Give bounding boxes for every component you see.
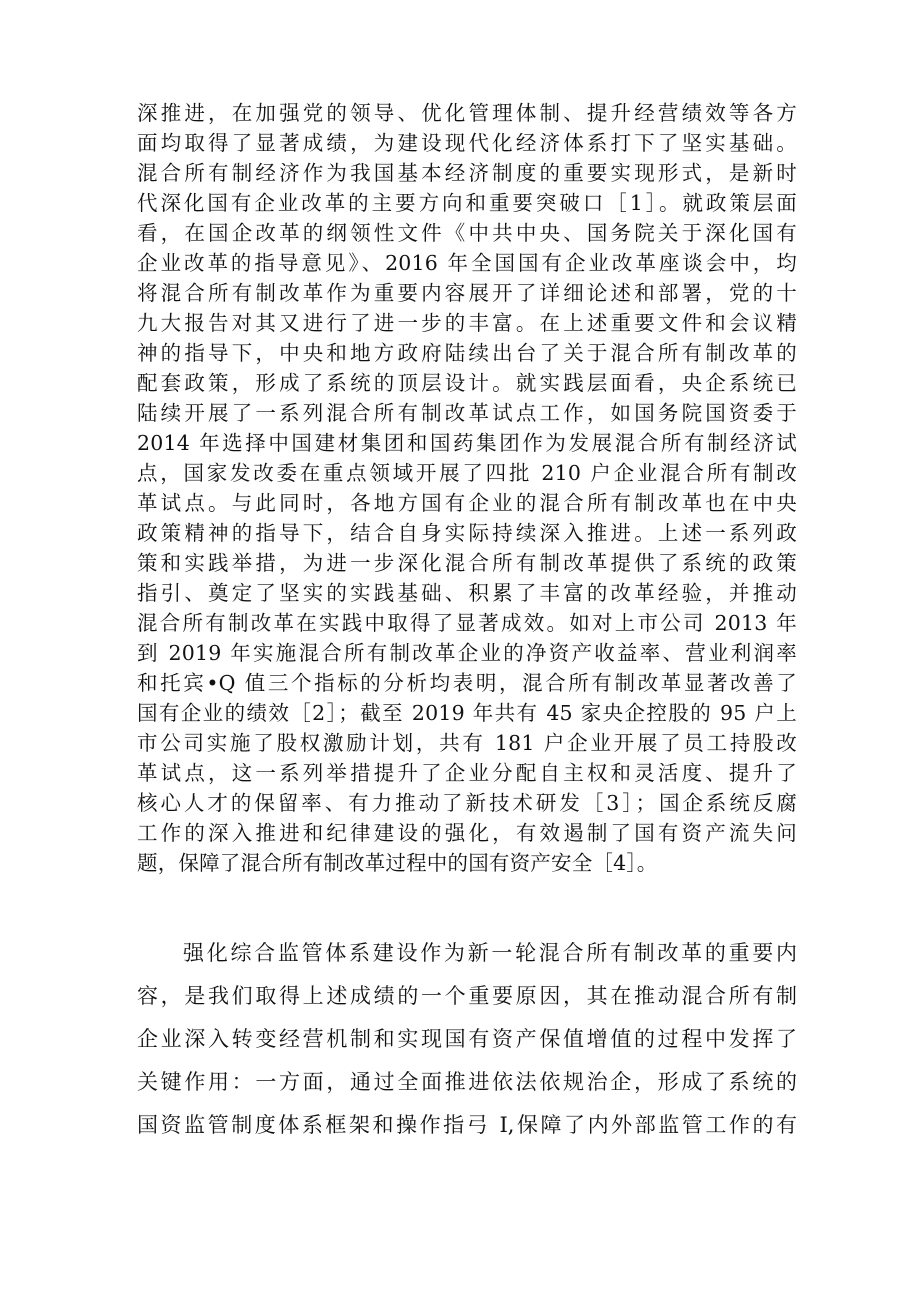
text-line: 容，是我们取得上述成绩的一个重要原因，其在推动混合所有制 — [137, 984, 797, 1008]
text-line: 混合所有制改革在实践中取得了显著成效。如对上市公司 2013 年 — [137, 611, 797, 635]
paragraph-2 — [137, 932, 797, 1147]
text-line: 市公司实施了股权激励计划，共有 181 户企业开展了员工持股改 — [137, 731, 797, 755]
text-line: 神的指导下，中央和地方政府陆续出台了关于混合所有制改革的 — [137, 341, 797, 365]
text-line: 企业改革的指导意见》、2016 年全国国有企业改革座谈会中，均 — [137, 251, 797, 275]
text-line: 点，国家发改委在重点领域开展了四批 210 户企业混合所有制改 — [137, 461, 797, 485]
text-line: 工作的深入推进和纪律建设的强化，有效遏制了国有资产流失问 — [137, 821, 797, 845]
text-line: 将混合所有制改革作为重要内容展开了详细论述和部署，党的十 — [137, 281, 797, 305]
text-line: 配套政策，形成了系统的顶层设计。就实践层面看，央企系统已 — [137, 371, 797, 395]
text-line: 革试点，这一系列举措提升了企业分配自主权和灵活度、提升了 — [137, 761, 797, 785]
text-line: 企业深入转变经营机制和实现国有资产保值增值的过程中发挥了 — [137, 1027, 797, 1051]
text-line: 看，在国企改革的纲领性文件《中共中央、国务院关于深化国有 — [137, 221, 797, 245]
text-line: 国资监管制度体系框架和操作指弓 I,保障了内外部监管工作的有 — [137, 1113, 797, 1137]
text-line: 策和实践举措，为进一步深化混合所有制改革提供了系统的政策 — [137, 551, 797, 575]
text-line: 混合所有制经济作为我国基本经济制度的重要实现形式，是新时 — [137, 161, 797, 185]
text-line: 指引、奠定了坚实的实践基础、积累了丰富的改革经验，并推动 — [137, 581, 797, 605]
text-line: 2014 年选择中国建材集团和国药集团作为发展混合所有制经济试 — [137, 431, 797, 455]
text-line: 到 2019 年实施混合所有制改革企业的净资产收益率、营业利润率 — [137, 641, 797, 665]
text-line: 陆续开展了一系列混合所有制改革试点工作，如国务院国资委于 — [137, 401, 797, 425]
paragraph-1 — [137, 98, 797, 878]
text-line: 政策精神的指导下，结合自身实际持续深入推进。上述一系列政 — [137, 521, 797, 545]
text-line: 革试点。与此同时，各地方国有企业的混合所有制改革也在中央 — [137, 491, 797, 515]
text-line: 国有企业的绩效［2］；截至 2019 年共有 45 家央企控股的 95 户上 — [137, 701, 797, 725]
text-line: 和托宾•Q 值三个指标的分析均表明，混合所有制改革显著改善了 — [137, 671, 797, 695]
text-line: 题，保障了混合所有制改革过程中的国有资产安全［4］。 — [137, 851, 658, 875]
text-line: 九大报告对其又进行了进一步的丰富。在上述重要文件和会议精 — [137, 311, 797, 335]
text-line: 强化综合监管体系建设作为新一轮混合所有制改革的重要内 — [183, 941, 797, 965]
text-line: 深推进，在加强党的领导、优化管理体制、提升经营绩效等各方 — [137, 101, 797, 125]
text-line: 关键作用：一方面，通过全面推进依法依规治企，形成了系统的 — [137, 1070, 797, 1094]
text-line: 核心人才的保留率、有力推动了新技术研发［3］；国企系统反腐 — [137, 791, 797, 815]
text-line: 代深化国有企业改革的主要方向和重要突破口［1］。就政策层面 — [137, 191, 797, 215]
text-line: 面均取得了显著成绩，为建设现代化经济体系打下了坚实基础。 — [137, 131, 797, 155]
